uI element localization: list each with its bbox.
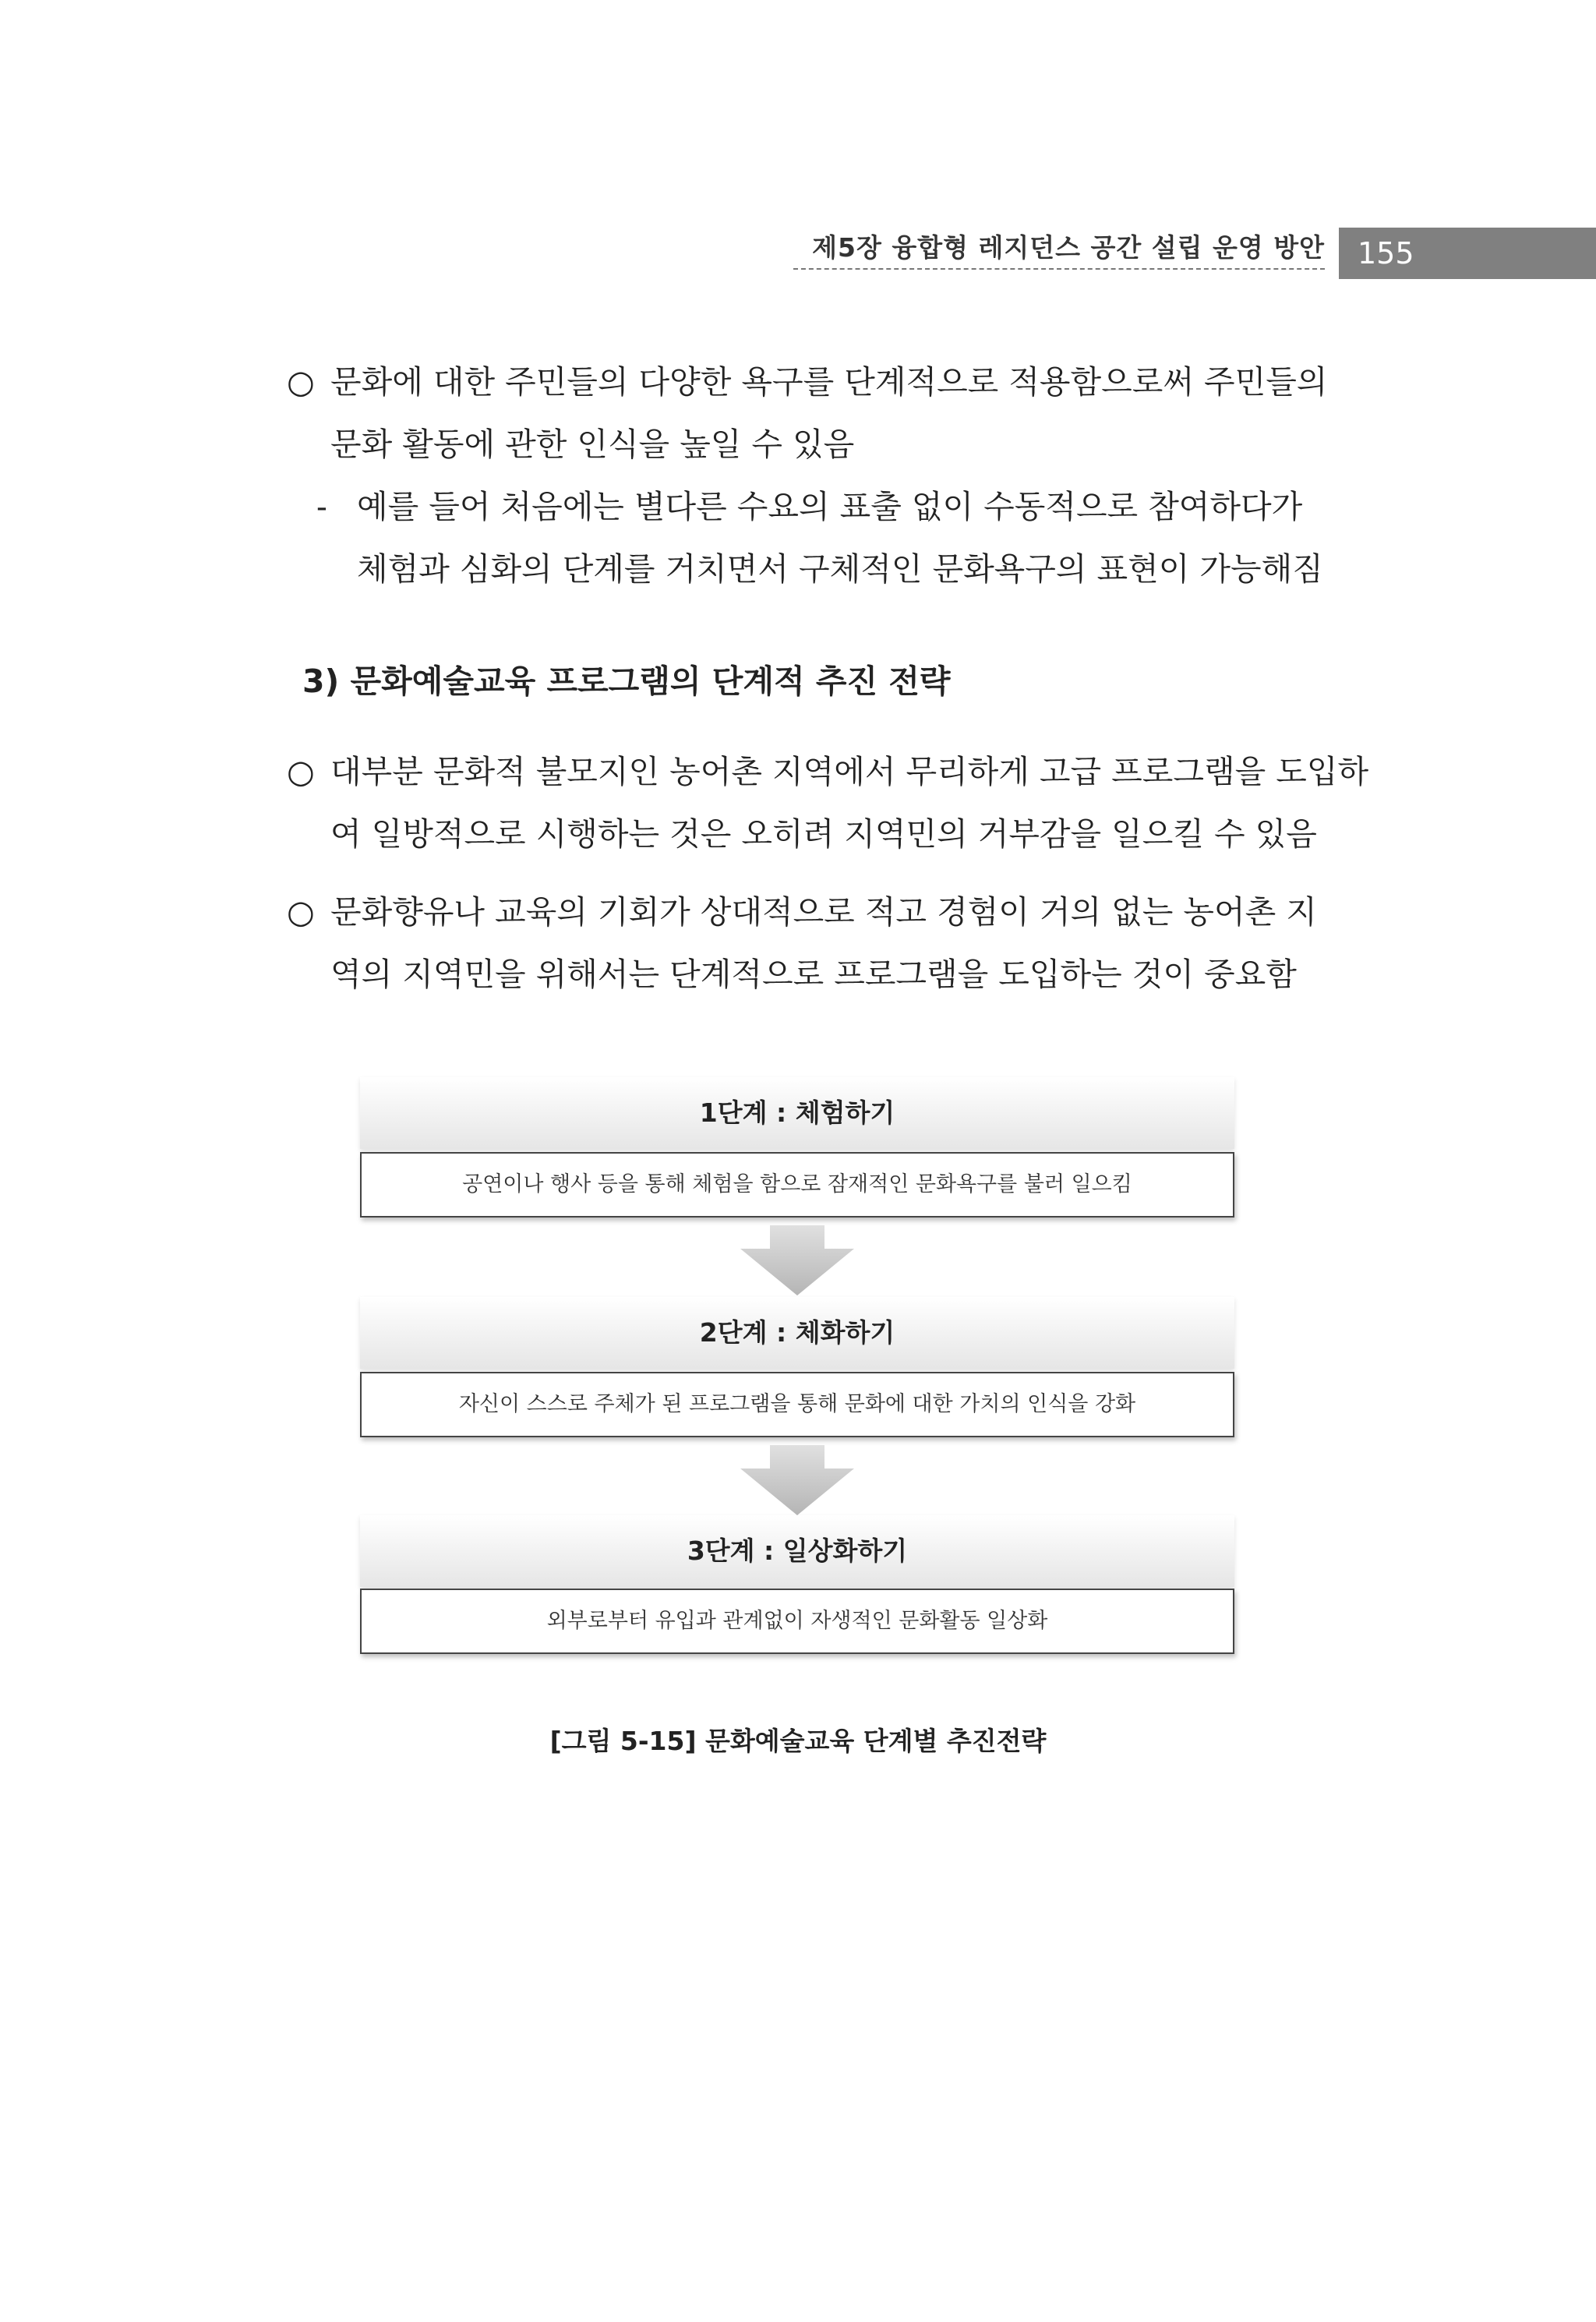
para1-sub-line2: 체험과 심화의 단계를 거치면서 구체적인 문화욕구의 표현이 가능해짐 [357,550,1323,588]
para2-line2: 여 일방적으로 시행하는 것은 오히려 지역민의 거부감을 일으킬 수 있음 [330,815,1317,853]
page-number: 155 [1339,228,1596,279]
para3-line1 [287,889,1317,935]
para3-text-1: 문화향유나 교육의 기회가 상대적으로 적고 경험이 거의 없는 농어촌 지 [330,893,1317,931]
stage-3-description: 외부로부터 유입과 관계없이 자생적인 문화활동 일상화 [360,1589,1234,1654]
para2-text-1: 대부분 문화적 불모지인 농어촌 지역에서 무리하게 고급 프로그램을 도입하 [330,753,1369,790]
para1-line2: 문화 활동에 관한 인식을 높일 수 있음 [330,426,855,463]
para1-line1 [287,359,1327,405]
bullet-circle-icon: ○ [287,753,315,790]
stage-1-description: 공연이나 행사 등을 통해 체험을 함으로 잠재적인 문화욕구를 불러 일으킴 [360,1152,1234,1218]
figure-caption: [그림 5-15] 문화예술교육 단계별 추진전략 [549,1726,1047,1756]
para3-line2: 역의 지역민을 위해서는 단계적으로 프로그램을 도입하는 것이 중요함 [330,956,1297,993]
bullet-circle-icon: ○ [287,363,315,401]
stage-2-title: 2단계 : 체화하기 [360,1297,1234,1369]
para1-sub-text-1: 예를 들어 처음에는 별다른 수요의 표출 없이 수동적으로 참여하다가 [357,488,1303,525]
stage-2-description: 자신이 스스로 주체가 된 프로그램을 통해 문화에 대한 가치의 인식을 강화 [360,1372,1234,1437]
bullet-circle-icon: ○ [287,893,315,931]
stage-3-title: 3단계 : 일상화하기 [360,1515,1234,1587]
section-heading: 3) 문화예술교육 프로그램의 단계적 추진 전략 [302,663,951,700]
para1-text-1: 문화에 대한 주민들의 다양한 욕구를 단계적으로 적용함으로써 주민들의 [330,363,1328,401]
chapter-title: 제5장 융합형 레지던스 공간 설립 운영 방안 [793,228,1325,270]
para2-line1 [287,748,1368,795]
para1-sub-line1 [316,483,1302,530]
dash-marker-icon: - [316,488,327,525]
down-arrow-icon [740,1445,854,1515]
down-arrow-icon [740,1225,854,1295]
stage-1-title: 1단계 : 체험하기 [360,1077,1234,1149]
